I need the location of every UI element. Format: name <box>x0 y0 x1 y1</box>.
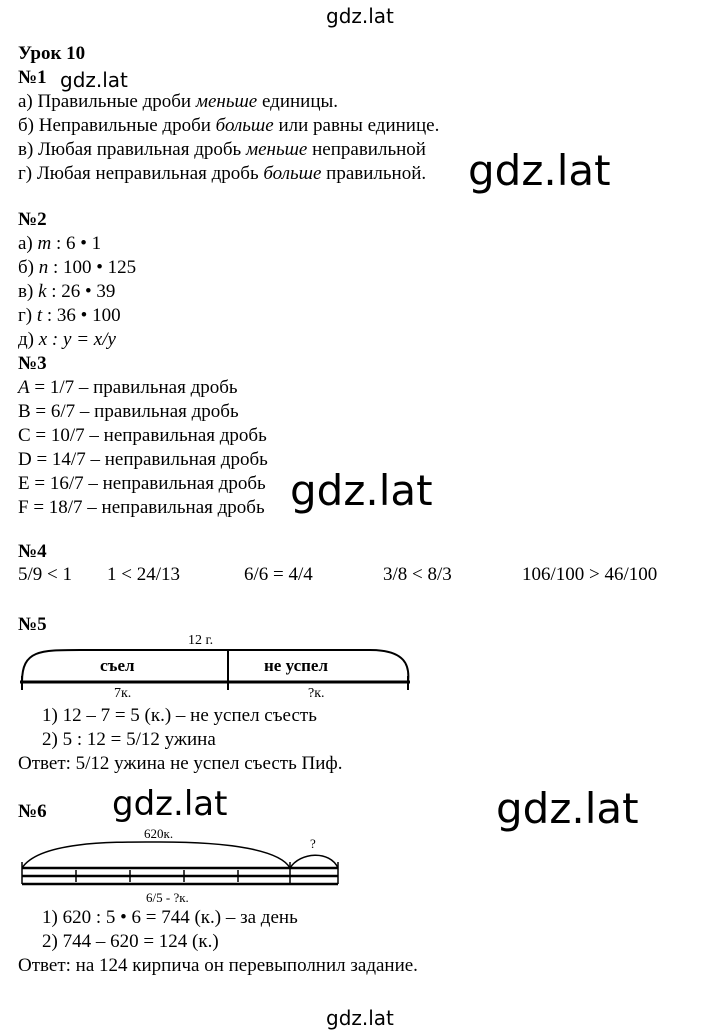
task5-step2: 2) 5 : 12 = 5/12 ужина <box>42 729 216 750</box>
task2-line-c: в) k : 26 • 39 <box>18 281 116 302</box>
task1-line-d: г) Любая неправильная дробь больше правильной. <box>18 163 427 184</box>
task3-line-e: E = 16/7 – неправильная дробь <box>18 473 266 494</box>
task6-extra-label: ? <box>310 836 316 851</box>
task1-number: №1 <box>18 67 47 88</box>
task5-segment-not-eaten: не успел <box>264 656 328 675</box>
task5-step1: 1) 12 – 7 = 5 (к.) – не успел съесть <box>42 705 317 726</box>
task3-line-c: C = 10/7 – неправильная дробь <box>18 425 267 446</box>
task3-line-b: B = 6/7 – правильная дробь <box>18 401 239 422</box>
task4-item: 6/6 = 4/4 <box>244 564 313 585</box>
task2-number: №2 <box>18 209 47 230</box>
task2-line-e: д) x : y = x/y <box>18 329 116 350</box>
task1-line-a: а) Правильные дроби меньше единицы. <box>18 91 339 112</box>
task5-below-right: ?к. <box>308 686 325 701</box>
task5-answer: Ответ: 5/12 ужина не успел съесть Пиф. <box>18 753 343 774</box>
watermark-top: gdz.lat <box>326 4 394 28</box>
watermark-task1: gdz.lat <box>60 68 128 92</box>
task6-step1: 1) 620 : 5 • 6 = 744 (к.) – за день <box>42 907 298 928</box>
task4-item: 3/8 < 8/3 <box>383 564 452 585</box>
task5-below-left: 7к. <box>114 686 132 701</box>
watermark-right-1: gdz.lat <box>468 146 611 195</box>
task4-item: 5/9 < 1 <box>18 564 72 585</box>
task3-number: №3 <box>18 353 47 374</box>
task6-total-label: 620к. <box>144 826 174 841</box>
lesson-title: Урок 10 <box>18 43 86 64</box>
task5-segment-eaten: съел <box>100 656 135 675</box>
task6-answer: Ответ: на 124 кирпича он перевыполнил задание. <box>18 955 418 976</box>
task6-number: №6 <box>18 801 47 822</box>
task2-line-a: а) m : 6 • 1 <box>18 233 102 254</box>
task5-number: №5 <box>18 614 47 635</box>
task2-line-b: б) n : 100 • 125 <box>18 257 137 278</box>
task4-number: №4 <box>18 541 47 562</box>
task3-line-a: A = 1/7 – правильная дробь <box>18 377 238 398</box>
task6-below-label: 6/5 - ?к. <box>146 890 189 905</box>
task2-line-d: г) t : 36 • 100 <box>18 305 121 326</box>
watermark-mid: gdz.lat <box>290 466 433 515</box>
task3-line-f: F = 18/7 – неправильная дробь <box>18 497 265 518</box>
task4-item: 106/100 > 46/100 <box>522 564 658 585</box>
watermark-task6-right: gdz.lat <box>496 784 639 833</box>
task1-line-b: б) Неправильные дроби больше или равны единице. <box>18 115 440 136</box>
task4-item: 1 < 24/13 <box>107 564 180 585</box>
watermark-task6-left: gdz.lat <box>112 784 228 824</box>
task6-step2: 2) 744 – 620 = 124 (к.) <box>42 931 219 952</box>
task5-total-label: 12 г. <box>188 633 214 648</box>
task3-line-d: D = 14/7 – неправильная дробь <box>18 449 268 470</box>
watermark-bottom: gdz.lat <box>326 1006 394 1030</box>
task1-line-c: в) Любая правильная дробь меньше неправильной <box>18 139 426 160</box>
